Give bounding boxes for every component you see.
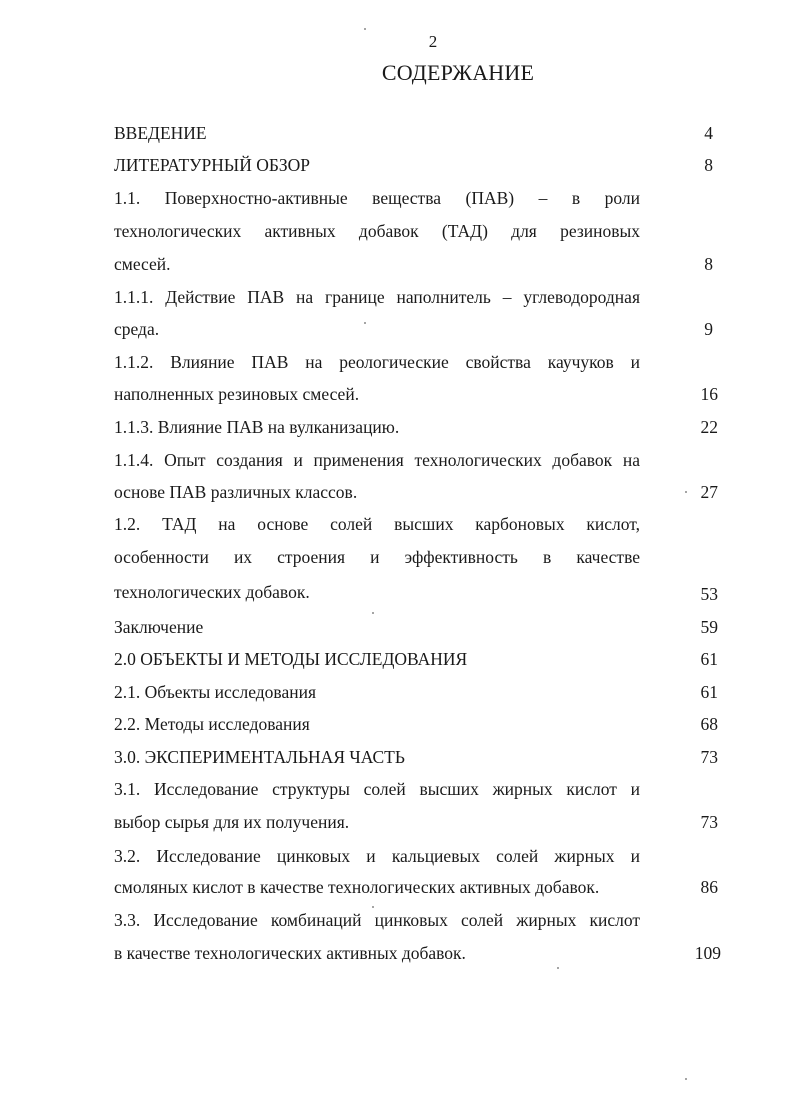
toc-entry-page: 61 <box>700 649 718 669</box>
toc-entry-page: 8 <box>704 254 713 274</box>
toc-entry-line: 3.1. Исследование структуры солей высших жирных кислот и <box>114 779 640 799</box>
toc-entry-line: 1.1.1. Действие ПАВ на границе наполнитель – углеводородная <box>114 287 640 307</box>
toc-entry-line: технологических добавок. <box>114 582 310 602</box>
toc-entry-line: смоляных кислот в качестве технологических активных добавок. <box>114 877 600 897</box>
scan-speck <box>685 1078 687 1080</box>
toc-entry-line: ЛИТЕРАТУРНЫЙ ОБЗОР <box>114 155 311 175</box>
toc-entry-line: технологических активных добавок (ТАД) для резиновых <box>114 221 640 241</box>
toc-entry-line: наполненных резиновых смесей. <box>114 384 360 404</box>
scan-speck <box>557 967 559 969</box>
toc-entry-page: 73 <box>700 747 718 767</box>
toc-entry-line: особенности их строения и эффективность в качестве <box>114 547 640 567</box>
toc-entry-line: 3.0. ЭКСПЕРИМЕНТАЛЬНАЯ ЧАСТЬ <box>114 747 405 767</box>
page-number: 2 <box>428 32 438 51</box>
toc-entry-page: 16 <box>700 384 718 404</box>
scan-speck <box>372 906 374 908</box>
toc-entry-line: 1.1.4. Опыт создания и применения технологических добавок на <box>114 450 640 470</box>
toc-entry-line: Заключение <box>114 617 204 637</box>
toc-entry-page: 22 <box>700 417 718 437</box>
scan-speck <box>372 612 374 614</box>
toc-entry-page: 9 <box>704 319 713 339</box>
page-title: СОДЕРЖАНИЕ <box>381 60 535 85</box>
toc-entry-line: 1.1.3. Влияние ПАВ на вулканизацию. <box>114 417 400 437</box>
toc-entry-line: 3.2. Исследование цинковых и кальциевых солей жирных и <box>114 846 640 866</box>
toc-entry-line: основе ПАВ различных классов. <box>114 482 358 502</box>
toc-entry-line: 2.1. Объекты исследования <box>114 682 317 702</box>
toc-entry-line: 2.0 ОБЪЕКТЫ И МЕТОДЫ ИССЛЕДОВАНИЯ <box>114 649 468 669</box>
toc-entry-line: 3.3. Исследование комбинаций цинковых солей жирных кислот <box>114 910 640 930</box>
toc-entry-line: 1.2. ТАД на основе солей высших карбоновых кислот, <box>114 514 640 534</box>
scan-speck <box>685 491 687 493</box>
toc-entry-line: в качестве технологических активных добавок. <box>114 943 466 963</box>
toc-entry-line: ВВЕДЕНИЕ <box>114 123 207 143</box>
scan-speck <box>364 322 366 324</box>
toc-entry-page: 4 <box>704 123 713 143</box>
toc-entry-page: 68 <box>700 714 718 734</box>
toc-entry-line: 1.1. Поверхностно-активные вещества (ПАВ) – в роли <box>114 188 640 208</box>
toc-entry-page: 109 <box>694 943 721 963</box>
toc-entry-page: 8 <box>704 155 713 175</box>
toc-entry-page: 61 <box>700 682 718 702</box>
toc-entry-page: 27 <box>700 482 718 502</box>
toc-entry-page: 59 <box>700 617 718 637</box>
toc-entry-line: выбор сырья для их получения. <box>114 812 350 832</box>
scan-speck <box>364 28 366 30</box>
toc-entry-line: смесей. <box>114 254 171 274</box>
toc-entry-line: 1.1.2. Влияние ПАВ на реологические свойства каучуков и <box>114 352 640 372</box>
toc-entry-line: 2.2. Методы исследования <box>114 714 310 734</box>
toc-entry-page: 86 <box>700 877 718 897</box>
toc-entry-line: среда. <box>114 319 160 339</box>
toc-entry-page: 73 <box>700 812 718 832</box>
toc-entry-page: 53 <box>700 584 718 604</box>
